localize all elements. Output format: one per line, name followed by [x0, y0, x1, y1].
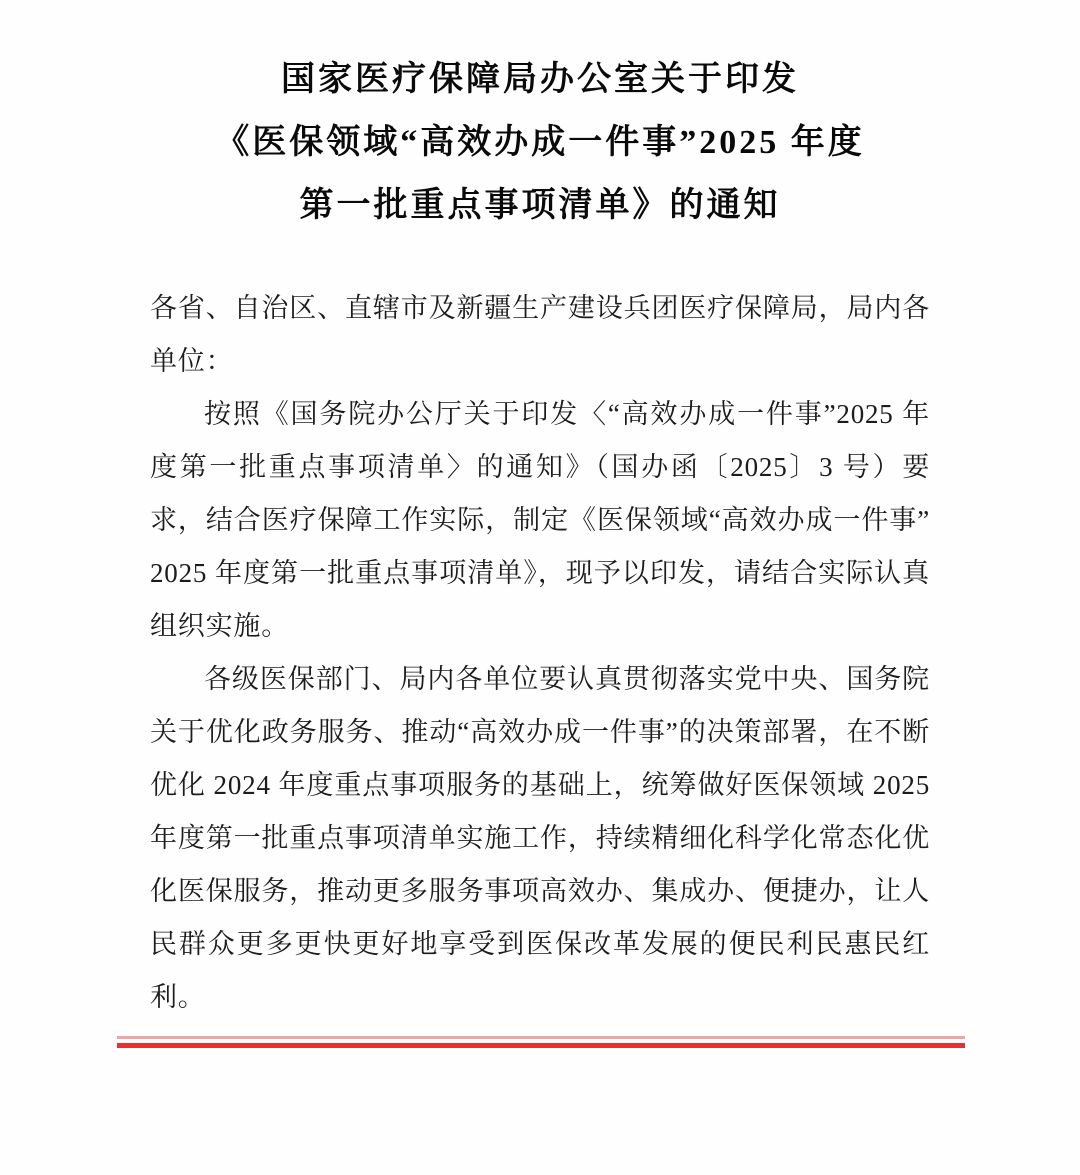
document-body	[150, 282, 930, 1024]
document-title	[0, 48, 1080, 237]
red-separator-rule	[117, 1036, 965, 1048]
separator-bottom-line	[117, 1043, 965, 1048]
title-line-3: 第一批重点事项清单》的通知	[299, 187, 781, 224]
title-line-1: 国家医疗保障局办公室关于印发	[281, 61, 799, 98]
salutation-paragraph: 各省、自治区、直辖市及新疆生产建设兵团医疗保障局，局内各单位：	[150, 293, 930, 376]
body-paragraph-1: 按照《国务院办公厅关于印发〈“高效办成一件事”2025 年度第一批重点事项清单〉的通知》（国办函〔2025〕3 号）要求，结合医疗保障工作实际，制定《医保领域“高效办成一件事”2025 年度第一批重点事项清单》，现予以印发，请结合实际认真组织实施。	[150, 399, 930, 641]
title-line-2: 《医保领域“高效办成一件事”2025 年度	[215, 124, 865, 161]
body-paragraph-2: 各级医保部门、局内各单位要认真贯彻落实党中央、国务院关于优化政务服务、推动“高效办成一件事”的决策部署，在不断优化 2024 年度重点事项服务的基础上，统筹做好医保领域 2025 年度第一批重点事项清单实施工作，持续精细化科学化常态化优化医保服务，推动更多服务事项高效办、集成办、便捷办，让人民群众更多更快更好地享受到医保改革发展的便民利民惠民红利。	[150, 664, 930, 1012]
